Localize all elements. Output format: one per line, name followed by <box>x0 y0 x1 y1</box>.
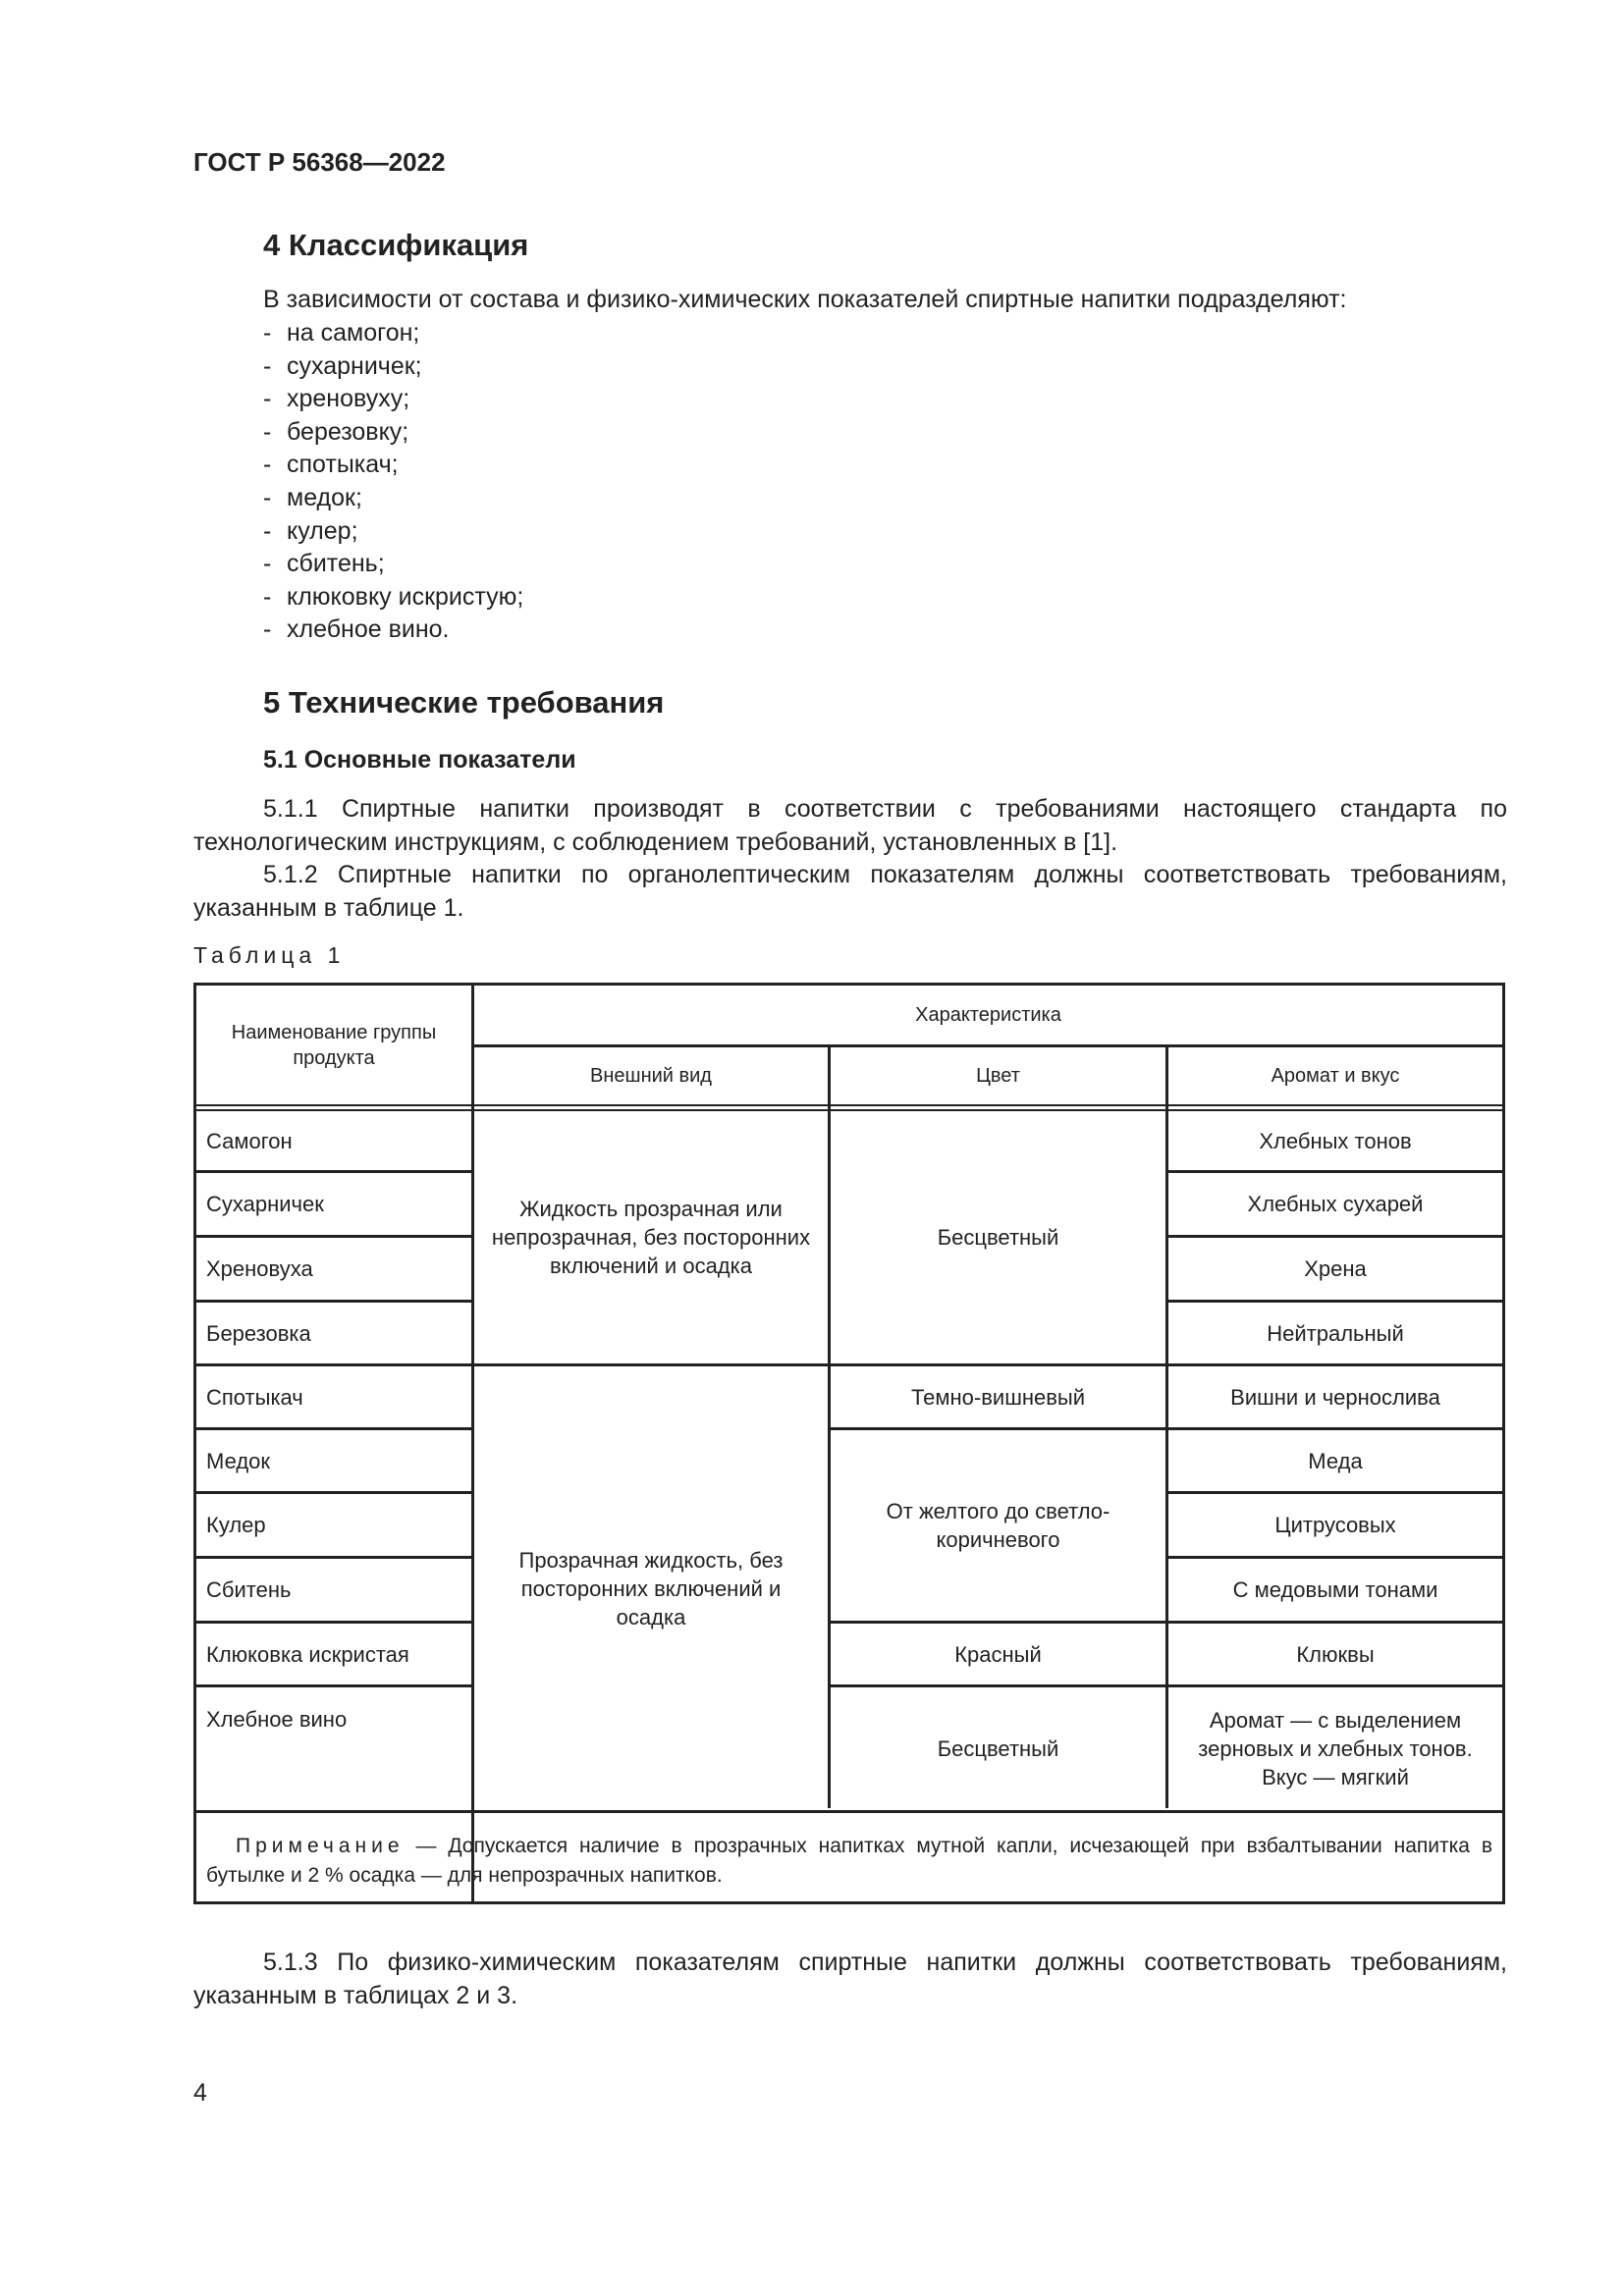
paragraph-5-1-1: 5.1.1 Спиртные напитки производят в соответствии с требованиями настоящего стандарта по технологическим инструкциям, с соблюдением требований, установленных в [1]. <box>193 795 1507 856</box>
section-4-heading: 4 Классификация <box>263 228 529 262</box>
document-id: ГОСТ Р 56368—2022 <box>193 147 446 177</box>
table-caption: Таблица 1 <box>193 942 346 968</box>
table-cell-name: Клюковка искристая <box>206 1641 409 1667</box>
table-cell-aroma: С медовыми тонами <box>1232 1577 1438 1602</box>
header-color: Цвет <box>976 1065 1020 1087</box>
table-cell-color: От желтого до светло-коричневого <box>886 1499 1110 1552</box>
table-cell-appearance: Жидкость прозрачная или непрозрачная, без посторонних включений и осадка <box>491 1197 811 1278</box>
table-cell-name: Спотыкач <box>206 1384 303 1410</box>
table-cell-aroma: Нейтральный <box>1267 1320 1404 1346</box>
table-cell-color: Красный <box>954 1641 1042 1667</box>
table-cell-appearance: Прозрачная жидкость, без посторонних включений и осадка <box>518 1547 784 1629</box>
section-5-heading: 5 Технические требования <box>263 685 665 720</box>
table-cell-name: Самогон <box>206 1128 293 1153</box>
table-cell-name: Сбитень <box>206 1577 292 1602</box>
header-aroma-taste: Аромат и вкус <box>1271 1065 1400 1087</box>
table-cell-aroma: Хлебных тонов <box>1259 1128 1412 1153</box>
table-cell-color: Бесцветный <box>937 1736 1059 1761</box>
list-item: - сбитень; <box>263 550 385 578</box>
note-text: — Допускается наличие в прозрачных напитках мутной капли, исчезающей при взбалтывании напитка в бутылке и 2 % осадка — для непрозрачных напитков. <box>206 1835 1492 1887</box>
table-cell-name: Хреновуха <box>206 1256 313 1281</box>
subsection-5-1-heading: 5.1 Основные показатели <box>263 746 576 774</box>
table-cell-aroma: Хрена <box>1304 1256 1367 1281</box>
table-cell-aroma: Клюквы <box>1296 1641 1375 1667</box>
list-item: - клюковку искристую; <box>263 582 524 611</box>
table-cell-name: Сухарничек <box>206 1192 324 1216</box>
list-item: - на самогон; <box>263 319 420 347</box>
paragraph-5-1-3: 5.1.3 По физико-химическим показателям спиртные напитки должны соответствовать требованиям, указанным в таблицах 2 и 3. <box>193 1949 1507 2009</box>
list-item: - березовку; <box>263 417 409 446</box>
list-item: - хреновуху; <box>263 385 410 413</box>
table-cell-name: Березовка <box>206 1320 311 1346</box>
table-1 <box>193 983 1505 1904</box>
header-group-name: Наименование группы продукта <box>231 1021 437 1069</box>
section-4-intro: В зависимости от состава и физико-химических показателей спиртные напитки подразделяют: <box>263 286 1347 313</box>
table-body-bottom <box>196 1810 1502 1813</box>
header-double-line <box>196 1104 1502 1106</box>
page-number: 4 <box>193 2079 207 2107</box>
classification-list <box>263 317 523 647</box>
table-cell-color: Темно-вишневый <box>910 1384 1086 1410</box>
table-cell-aroma: Цитрусовых <box>1274 1513 1396 1537</box>
table-cell-aroma: Меда <box>1308 1448 1363 1473</box>
table-cell-aroma: Вишни и чернослива <box>1230 1384 1440 1410</box>
paragraph-5-1-2: 5.1.2 Спиртные напитки по органолептическим показателям должны соответствовать требованиям, указанным в таблице 1. <box>193 861 1507 922</box>
list-item: - сухарничек; <box>263 351 422 380</box>
list-item: - хлебное вино. <box>263 615 450 644</box>
list-item: - спотыкач; <box>263 451 399 479</box>
table-cell-name: Кулер <box>206 1513 266 1537</box>
table-cell-color: Бесцветный <box>937 1225 1059 1250</box>
header-appearance: Внешний вид <box>590 1065 712 1087</box>
note-label: Примечание <box>236 1835 405 1857</box>
table-cell-aroma: Аромат — с выделением зерновых и хлебных тонов. Вкус — мягкий <box>1198 1708 1473 1789</box>
list-item: - медок; <box>263 483 362 511</box>
header-characteristic: Характеристика <box>915 1004 1061 1026</box>
table-note <box>206 1832 1492 1891</box>
table-cell-name: Медок <box>206 1448 271 1473</box>
table-cell-name: Хлебное вино <box>206 1707 348 1732</box>
list-item: - кулер; <box>263 516 358 545</box>
table-cell-aroma: Хлебных сухарей <box>1247 1192 1424 1216</box>
